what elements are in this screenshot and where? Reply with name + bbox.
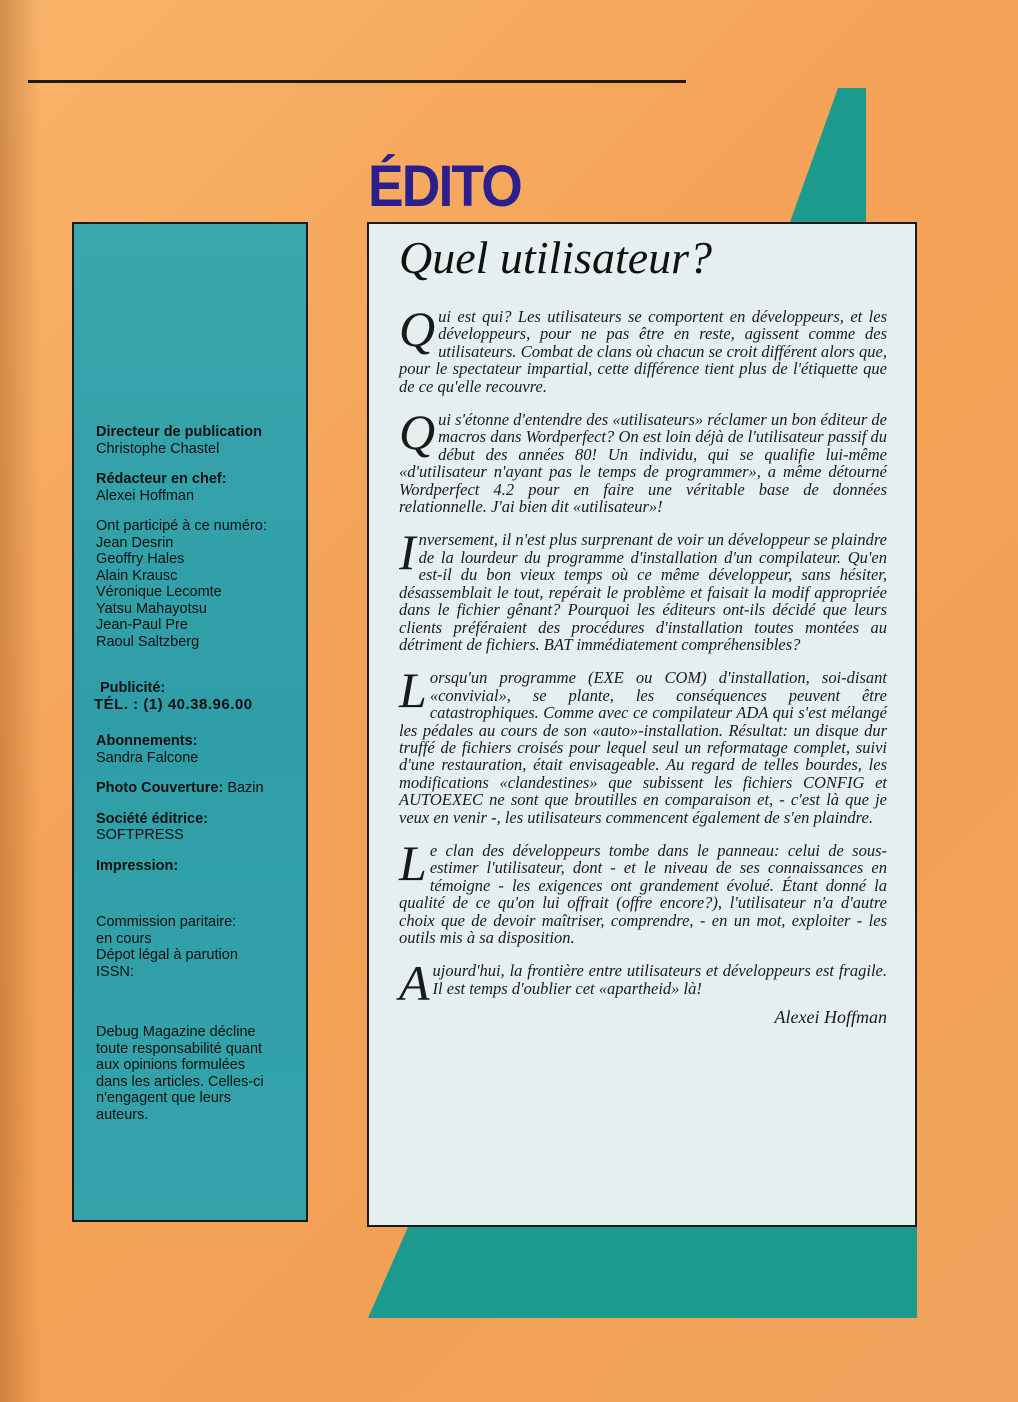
subscriptions-block	[96, 733, 292, 766]
editorial-article	[367, 222, 917, 1227]
section-title: ÉDITO	[368, 154, 521, 219]
paragraph-text: ui s'étonne d'entendre des «utilisateurs» réclamer un bon éditeur de macros dans Wordperfect? On est loin déjà de l'utilisateur passif du début des années 80! Un individu, qui se qualifie lui-même «d'utilisateur n'ayant pas le temps de programmer», a même détourné Wordperfect 4.2 pour en faire une véritable base de données relationnelle. J'ai bien dit «utilisateur»!	[399, 410, 887, 517]
page-gutter-shadow	[0, 0, 40, 1402]
publisher-label: Société éditrice:	[96, 810, 209, 827]
teal-triangle-top	[790, 88, 866, 222]
disclaimer-line: toute responsabilité quant	[96, 1040, 263, 1057]
article-paragraph	[399, 301, 887, 396]
disclaimer-line: Debug Magazine décline	[96, 1024, 256, 1040]
paragraph-text: e clan des développeurs tombe dans le panneau: celui de sous-estimer l'utilisateur, dont - et le niveau de ses connaissances en témoigne - les exigences ont grandement évolué. Étant donné la qualité de ce qu'on lui offrait (offre encore?), l'utilisateur n'a d'autre choix que de devoir maîtriser, comprendre, - en un mot, exploiter - les outils mis à sa disposition.	[399, 840, 887, 947]
article-headline: Quel utilisateur?	[399, 232, 713, 283]
printing-label: Impression:	[96, 857, 179, 874]
commission-line: Dépot légal à parution	[96, 947, 238, 963]
contributors-label: Ont participé à ce numéro:	[96, 518, 267, 534]
paragraph-text: orsqu'un programme (EXE ou COM) d'installation, soi-disant «convivial», se plante, les conséquences peuvent être catastrophiques. Comme avec ce compilateur ADA qui s'est mélangé les pédales au cours de son «auto»-installation. Résultat: un disque dur truffé de fichiers croisés pour lequel seul un reformatage complet, suivi d'une restauration, était envisageable. Au regard de telles bourdes, les modifications «clandestines» que subissent les fichiers CONFIG et AUTOEXEC ne sont que broutilles en comparaison et, - c'est là que je veux en venir -, les utilisateurs commencent également de s'en plaindre.	[399, 668, 887, 827]
drop-cap: I	[399, 524, 416, 581]
article-paragraph	[399, 662, 887, 827]
header-rule	[28, 80, 686, 83]
disclaimer-block	[96, 1024, 292, 1123]
paragraph-text: nversement, il n'est plus surprenant de voir un développeur se plaindre de la lourdeur du programme d'installation d'un compilateur. Qu'en est-il du bon vieux temps où ce même développeur, sans hésiter, désassemblait le tout, repérait le problème et faisait la modif appropriée dans le fichier gênant? Pourquoi les éditeurs ont-ils décidé que leurs clients préféraient des procédures d'installation toutes montées au détriment de fichiers. BAT immédiatement compréhensibles?	[399, 530, 888, 654]
disclaimer-line: aux opinions formulées	[96, 1057, 246, 1073]
drop-cap: L	[399, 834, 427, 891]
printing-block	[96, 858, 292, 875]
teal-triangle-bottom	[368, 1227, 917, 1318]
disclaimer-line: n'engagent que leurs	[96, 1090, 231, 1106]
article-paragraph	[399, 524, 888, 654]
publisher-block	[96, 811, 292, 844]
author-signature: Alexei Hoffman	[774, 1007, 887, 1028]
disclaimer-line: auteurs.	[96, 1106, 149, 1123]
director-label: Directeur de publication	[96, 424, 262, 440]
contributors-block	[96, 518, 292, 650]
advertising-label: Publicité:	[100, 680, 166, 696]
drop-cap: L	[399, 662, 427, 719]
subscriptions-label: Abonnements:	[96, 733, 198, 749]
advertising-block	[94, 680, 292, 713]
article-paragraph	[399, 404, 887, 517]
contributor-name: Jean-Paul Pre	[96, 617, 188, 633]
director-name: Christophe Chastel	[96, 440, 220, 457]
paragraph-text: ui est qui? Les utilisateurs se comportent en développeurs, et les développeurs, pour ne pas être en reste, agissent comme des utilisateurs. Combat de clans où chacun se croit différent alors que, pour le spectateur impartial, cette différence tient plus de l'étiquette que de ce qu'elle recouvre.	[399, 307, 887, 396]
editor-block	[96, 471, 292, 504]
article-paragraph	[399, 955, 887, 1012]
drop-cap: Q	[399, 404, 436, 461]
cover-photo-block	[96, 780, 292, 797]
contributor-name: Jean Desrin	[96, 534, 174, 551]
subscriptions-name: Sandra Falcone	[96, 749, 199, 766]
paragraph-text: ujourd'hui, la frontière entre utilisateurs et développeurs est fragile. Il est temps d'oublier cet «apartheid» là!	[432, 961, 887, 998]
commission-line: en cours	[96, 930, 152, 947]
masthead-panel	[72, 222, 308, 1222]
publisher-name: SOFTPRESS	[96, 827, 184, 843]
editor-name: Alexei Hoffman	[96, 487, 195, 504]
commission-line: ISSN:	[96, 963, 134, 980]
contributor-name: Yatsu Mahayotsu	[96, 600, 207, 617]
contributor-name: Raoul Saltzberg	[96, 633, 200, 650]
advertising-phone: TÉL. : (1) 40.38.96.00	[94, 695, 253, 713]
disclaimer-line: dans les articles. Celles-ci	[96, 1073, 264, 1090]
drop-cap: Q	[399, 301, 436, 357]
cover-photo-label: Photo Couverture:	[96, 780, 224, 796]
article-paragraph	[399, 834, 887, 947]
director-block	[96, 424, 292, 457]
contributor-name: Véronique Lecomte	[96, 584, 222, 600]
contributor-name: Alain Krausc	[96, 567, 178, 584]
cover-photo-name: Bazin	[227, 780, 264, 796]
editor-label: Rédacteur en chef:	[96, 471, 227, 487]
commission-line: Commission paritaire:	[96, 914, 237, 930]
contributor-name: Geoffry Hales	[96, 551, 185, 567]
commission-block	[96, 914, 292, 980]
drop-cap: A	[399, 955, 430, 1012]
